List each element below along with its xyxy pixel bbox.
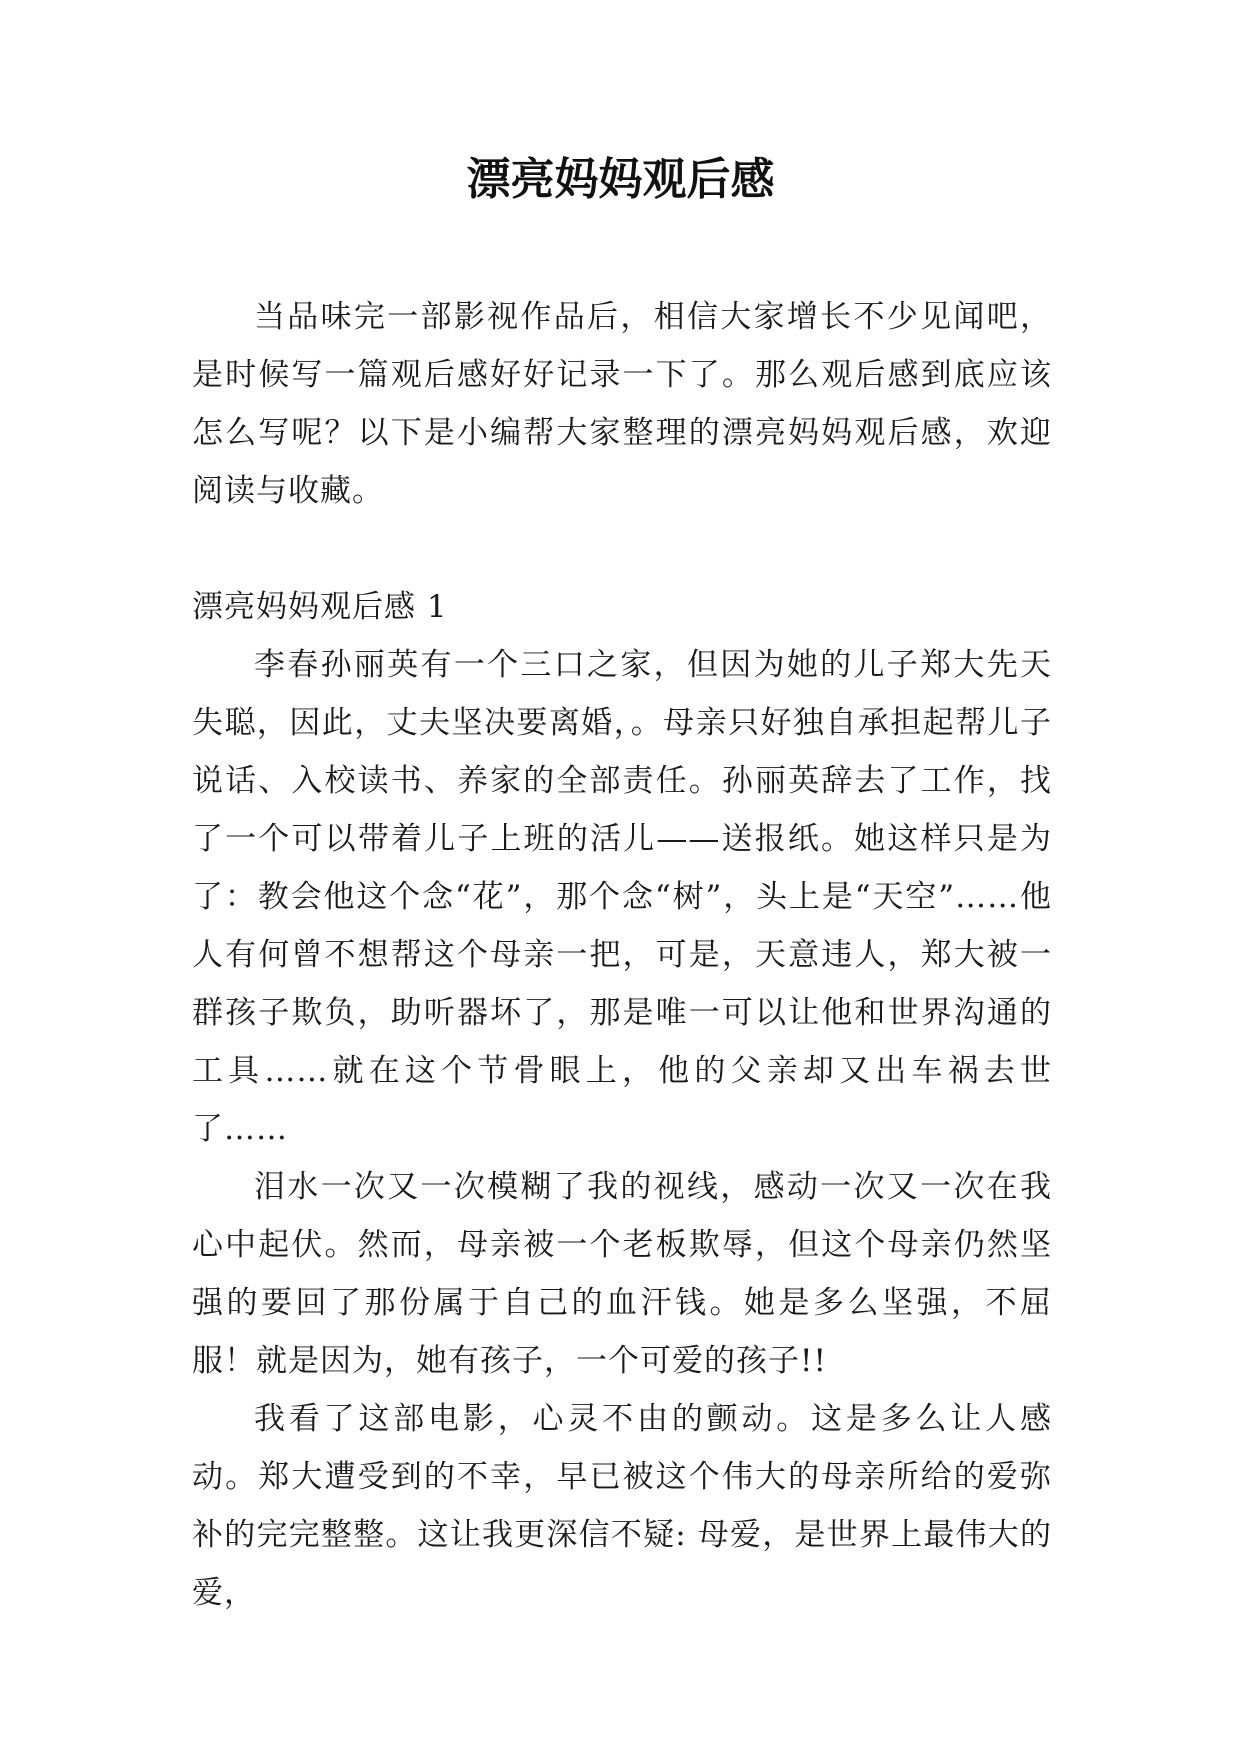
body-paragraph: 泪水一次又一次模糊了我的视线，感动一次又一次在我心中起伏。然而，母亲被一个老板欺辱，但这个母亲仍然坚强的要回了那份属于自己的血汗钱。她是多么坚强，不屈服！就是因为，她有孩子，一个可爱的孩子!! — [192, 1169, 1052, 1379]
intro-paragraph: 当品味完一部影视作品后，相信大家增长不少见闻吧，是时候写一篇观后感好好记录一下了。那么观后感到底应该怎么写呢？以下是小编帮大家整理的漂亮妈妈观后感，欢迎阅读与收藏。 — [192, 299, 1052, 509]
document-title: 漂亮妈妈观后感 — [466, 154, 775, 205]
body-paragraph: 李春孙丽英有一个三口之家，但因为她的儿子郑大先天失聪，因此，丈夫坚决要离婚，。母亲只好独自承担起帮儿子说话、入校读书、养家的全部责任。孙丽英辞去了工作，找了一个可以带着儿子上班的活儿——送报纸。她这样只是为了：教会他这个念“花”，那个念“树”，头上是“天空”……他人有何曾不想帮这个母亲一把，可是，天意违人，郑大被一群孩子欺负，助听器坏了，那是唯一可以让他和世界沟通的工具……就在这个节骨眼上，他的父亲却又出车祸去世了…… — [192, 647, 1052, 1147]
document-body — [192, 288, 1052, 1622]
section-heading: 漂亮妈妈观后感 1 — [192, 589, 448, 625]
body-paragraph: 我看了这部电影，心灵不由的颤动。这是多么让人感动。郑大遭受到的不幸，早已被这个伟大的母亲所给的爱弥补的完完整整。这让我更深信不疑: 母爱，是世界上最伟大的爱， — [192, 1401, 1052, 1611]
